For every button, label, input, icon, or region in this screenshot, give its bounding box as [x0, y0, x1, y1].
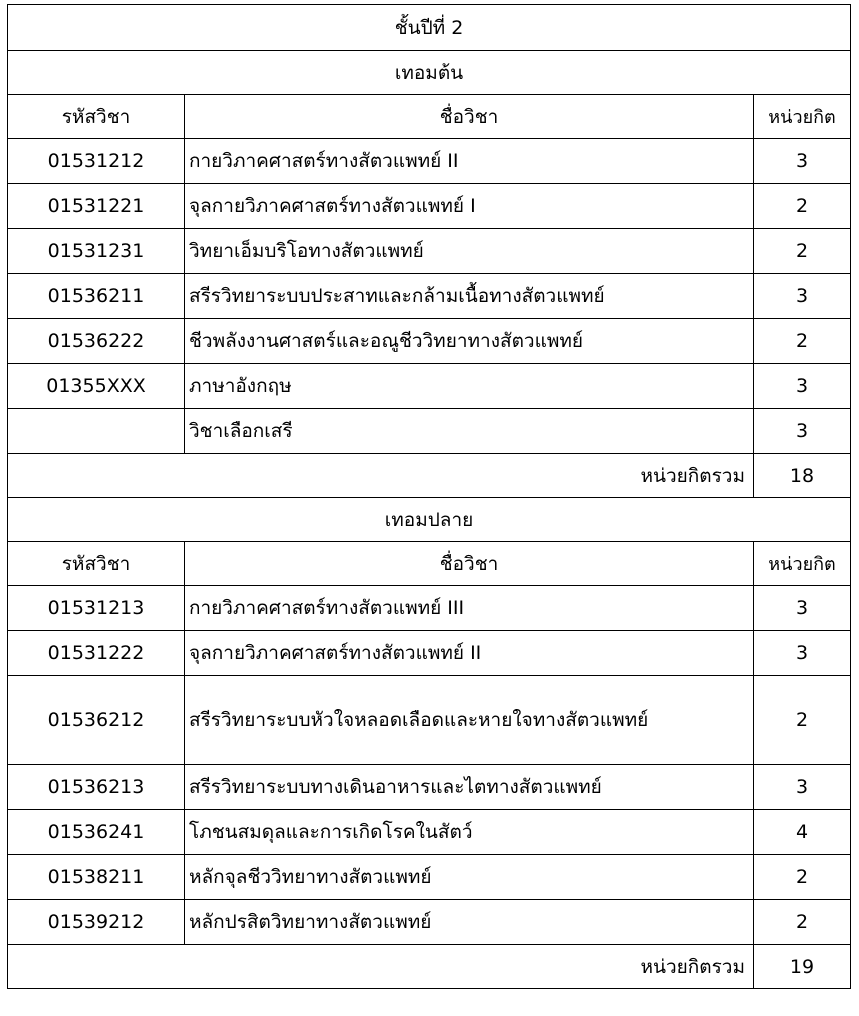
table-row [8, 676, 851, 765]
course-name: สรีรวิทยาระบบหัวใจหลอดเลือดและหายใจทางสัตวแพทย์ [185, 676, 754, 765]
course-name: กายวิภาคศาสตร์ทางสัตวแพทย์ II [185, 139, 754, 184]
course-credits: 3 [754, 364, 851, 409]
table-row [8, 765, 851, 810]
term-title: เทอมปลาย [8, 498, 851, 542]
table-row [8, 229, 851, 274]
course-name: จุลกายวิภาคศาสตร์ทางสัตวแพทย์ I [185, 184, 754, 229]
course-code: 01531231 [8, 229, 185, 274]
course-credits: 3 [754, 586, 851, 631]
table-row [8, 364, 851, 409]
course-credits: 2 [754, 229, 851, 274]
course-credits: 3 [754, 274, 851, 319]
course-credits: 2 [754, 184, 851, 229]
table-row [8, 319, 851, 364]
header-code: รหัสวิชา [8, 95, 185, 139]
course-code: 01536211 [8, 274, 185, 319]
course-code: 01531222 [8, 631, 185, 676]
course-code: 01531221 [8, 184, 185, 229]
course-name: โภชนสมดุลและการเกิดโรคในสัตว์ [185, 810, 754, 855]
title-row [8, 5, 851, 51]
table-row [8, 810, 851, 855]
header-name: ชื่อวิชา [185, 542, 754, 586]
course-credits: 3 [754, 631, 851, 676]
total-label: หน่วยกิตรวม [8, 945, 754, 989]
table-row [8, 409, 851, 454]
course-code: 01538211 [8, 855, 185, 900]
course-credits: 3 [754, 409, 851, 454]
course-code [8, 409, 185, 454]
total-label: หน่วยกิตรวม [8, 454, 754, 498]
course-name: ชีวพลังงานศาสตร์และอณูชีววิทยาทางสัตวแพทย์ [185, 319, 754, 364]
table-row [8, 586, 851, 631]
course-code: 01536212 [8, 676, 185, 765]
course-name: จุลกายวิภาคศาสตร์ทางสัตวแพทย์ II [185, 631, 754, 676]
course-code: 01536241 [8, 810, 185, 855]
course-name: สรีรวิทยาระบบทางเดินอาหารและไตทางสัตวแพทย์ [185, 765, 754, 810]
table-row [8, 274, 851, 319]
course-code: 01539212 [8, 900, 185, 945]
term-row [8, 498, 851, 542]
term-row [8, 51, 851, 95]
course-code: 01531213 [8, 586, 185, 631]
year-title: ชั้นปีที่ 2 [8, 5, 851, 51]
course-credits: 3 [754, 139, 851, 184]
course-credits: 3 [754, 765, 851, 810]
table-row [8, 900, 851, 945]
header-credits: หน่วยกิต [754, 95, 851, 139]
course-name: ภาษาอังกฤษ [185, 364, 754, 409]
table-row [8, 184, 851, 229]
course-name: หลักจุลชีววิทยาทางสัตวแพทย์ [185, 855, 754, 900]
total-credits: 18 [754, 454, 851, 498]
course-name: สรีรวิทยาระบบประสาทและกล้ามเนื้อทางสัตวแพทย์ [185, 274, 754, 319]
course-code: 01531212 [8, 139, 185, 184]
total-row [8, 945, 851, 989]
table-row [8, 139, 851, 184]
header-row [8, 542, 851, 586]
course-name: วิชาเลือกเสรี [185, 409, 754, 454]
total-row [8, 454, 851, 498]
header-code: รหัสวิชา [8, 542, 185, 586]
table-row [8, 631, 851, 676]
term-title: เทอมต้น [8, 51, 851, 95]
course-name: กายวิภาคศาสตร์ทางสัตวแพทย์ III [185, 586, 754, 631]
course-credits: 4 [754, 810, 851, 855]
header-name: ชื่อวิชา [185, 95, 754, 139]
header-row [8, 95, 851, 139]
course-name: วิทยาเอ็มบริโอทางสัตวแพทย์ [185, 229, 754, 274]
course-code: 01355XXX [8, 364, 185, 409]
course-code: 01536222 [8, 319, 185, 364]
course-credits: 2 [754, 319, 851, 364]
course-credits: 2 [754, 676, 851, 765]
table-row [8, 855, 851, 900]
course-credits: 2 [754, 855, 851, 900]
course-name: หลักปรสิตวิทยาทางสัตวแพทย์ [185, 900, 754, 945]
course-code: 01536213 [8, 765, 185, 810]
course-credits: 2 [754, 900, 851, 945]
curriculum-table [7, 4, 851, 989]
total-credits: 19 [754, 945, 851, 989]
header-credits: หน่วยกิต [754, 542, 851, 586]
